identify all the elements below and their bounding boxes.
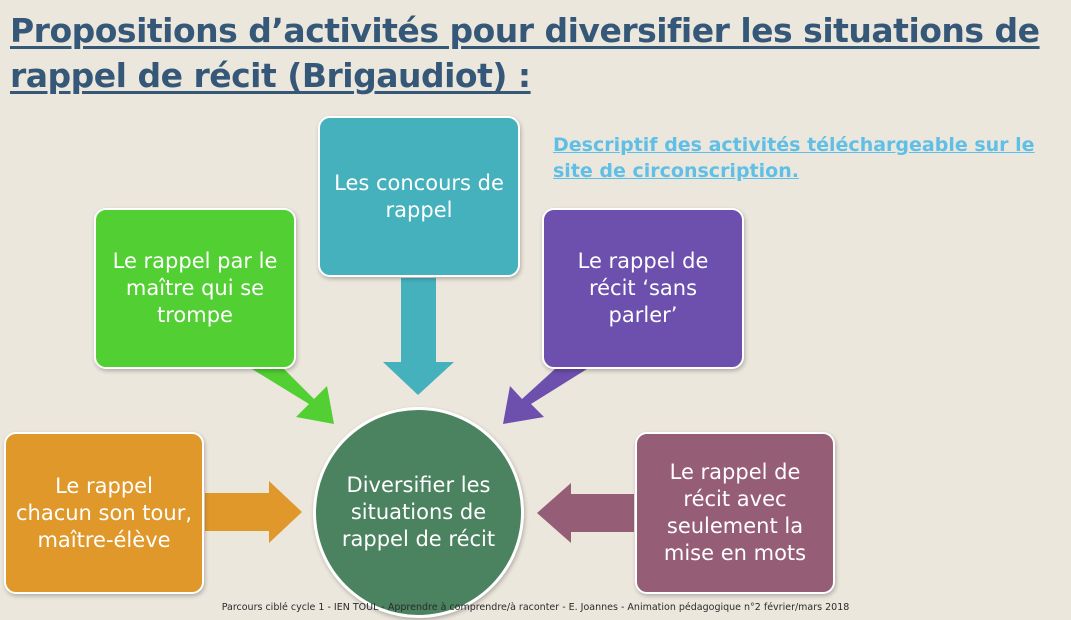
activity-label: Le rappel chacun son tour, maître-élève <box>15 473 193 552</box>
arrow-from-chacun <box>205 481 302 543</box>
center-label: Diversifier les situations de rappel de récit <box>341 473 496 551</box>
center-node <box>313 407 524 618</box>
footer-text: Parcours ciblé cycle 1 - IEN TOUL - Apprendre à comprendre/à raconter - E. Joannes - Animation pédagogique n°2 février/mars 2018 <box>221 602 850 613</box>
arrow-from-maitre <box>252 369 334 424</box>
activity-box-chacun-son-tour <box>4 432 204 594</box>
activity-box-maitre-se-trompe <box>94 208 296 369</box>
download-description-link[interactable]: Descriptif des activités téléchargeable sur le site de circonscription. <box>553 134 1035 182</box>
activity-box-mise-en-mots <box>635 432 835 594</box>
activity-label: Le rappel de récit ‘sans parler’ <box>577 249 709 327</box>
activity-box-concours <box>318 116 520 277</box>
page-title: Propositions d’activités pour diversifier les situations de rappel de récit (Brigaudiot) : <box>10 11 1040 95</box>
activity-box-sans-parler <box>542 208 744 369</box>
activity-label: Le rappel de récit avec seulement la mise en mots <box>663 460 807 565</box>
activity-label: Les concours de rappel <box>334 170 504 222</box>
arrow-from-sans-parler <box>503 369 587 424</box>
activity-label: Le rappel par le maître qui se trompe <box>112 249 278 327</box>
arrow-from-mise-en-mots <box>537 483 634 543</box>
arrow-from-concours <box>383 278 454 395</box>
